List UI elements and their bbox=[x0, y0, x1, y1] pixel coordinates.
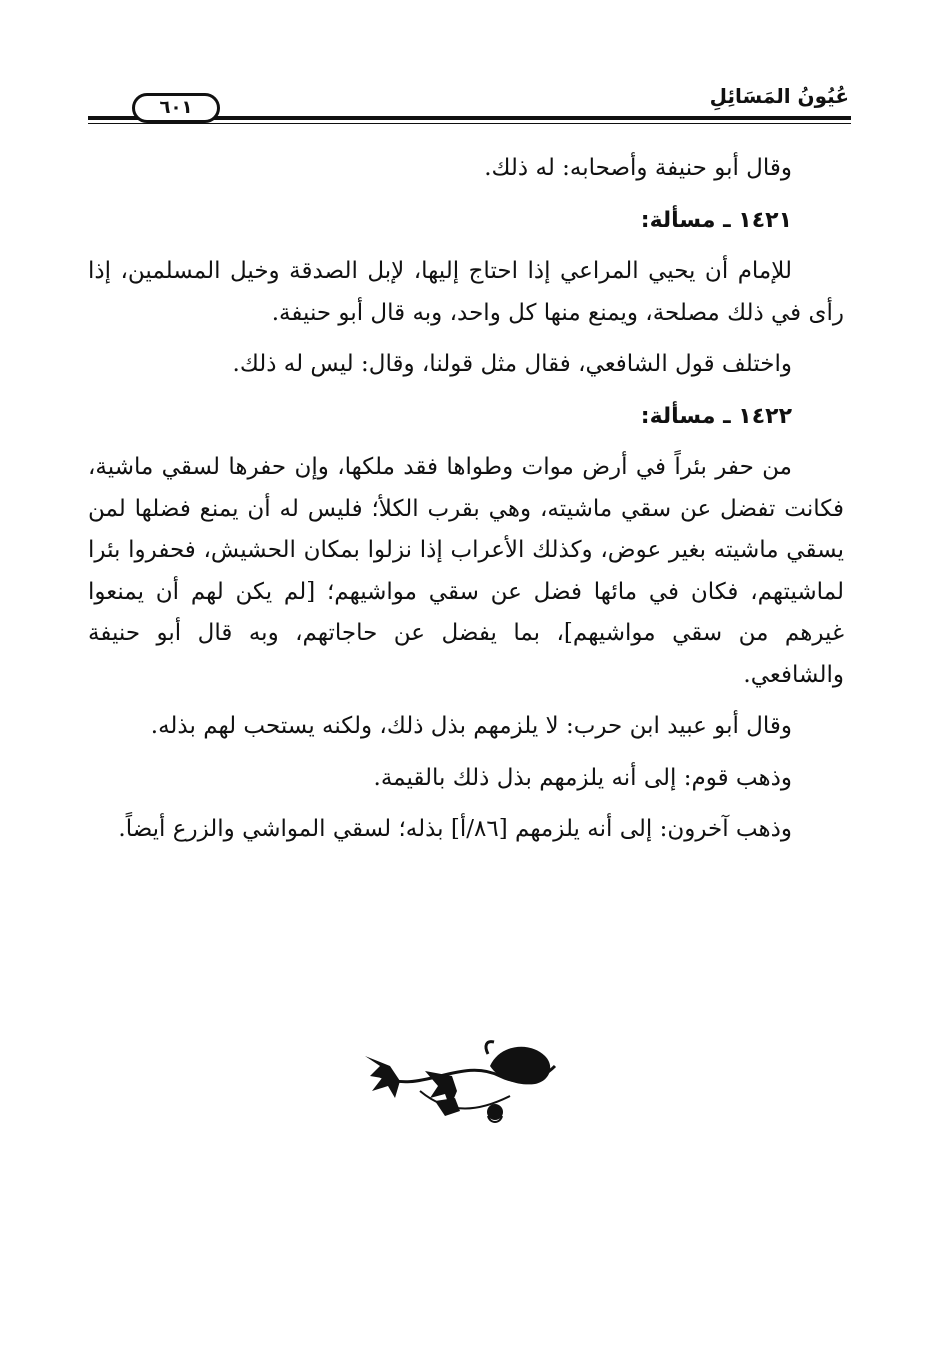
issue-heading-1421: ١٤٢١ ـ مسألة: bbox=[640, 207, 792, 233]
page-body bbox=[88, 148, 844, 861]
paragraph-4: من حفر بئراً في أرض موات وطواها فقد ملكها، وإن حفرها لسقي ماشية، فكانت تفضل عن سقي ماشيته، وهي بقرب الكلأ؛ فليس له أن يمنع فضلها لمن يسقي ماشيته بغير عوض، وكذلك الأعراب إذا نزلوا بمكان الحشيش، فحفروا بئرا لماشيتهم، فكان في مائها فضل عن سقي مواشيهم؛ [لم يكن لهم أن يمنعوا غيرهم من سقي مواشيهم]، بما يفضل عن حاجاتهم، وبه قال أبو حنيفة والشافعي. bbox=[88, 454, 844, 688]
paragraph-3: واختلف قول الشافعي، فقال مثل قولنا، وقال: ليس له ذلك. bbox=[232, 351, 792, 377]
page-header bbox=[88, 80, 851, 130]
paragraph-2: للإمام أن يحيي المراعي إذا احتاج إليها، لإبل الصدقة وخيل المسلمين، إذا رأى في ذلك مصلحة، ويمنع منها كل واحد، وبه قال أبو حنيفة. bbox=[88, 258, 844, 326]
book-title: عُيُونُ المَسَائِلِ bbox=[709, 84, 849, 108]
header-rule-thin bbox=[88, 123, 851, 124]
paragraph-5: وقال أبو عبيد ابن حرب: لا يلزمهم بذل ذلك، ولكنه يستحب لهم بذله. bbox=[150, 713, 792, 739]
paragraph-6: وذهب قوم: إلى أنه يلزمهم بذل ذلك بالقيمة. bbox=[373, 764, 792, 791]
page-number: ٦٠١ bbox=[132, 93, 220, 123]
floral-ornament-icon bbox=[360, 1036, 560, 1128]
issue-heading-1422: ١٤٢٢ ـ مسألة: bbox=[640, 403, 792, 429]
paragraph-7: وذهب آخرون: إلى أنه يلزمهم [٨٦/أ] بذله؛ لسقي المواشي والزرع أيضاً. bbox=[118, 816, 792, 842]
paragraph-1: وقال أبو حنيفة وأصحابه: له ذلك. bbox=[484, 155, 792, 181]
